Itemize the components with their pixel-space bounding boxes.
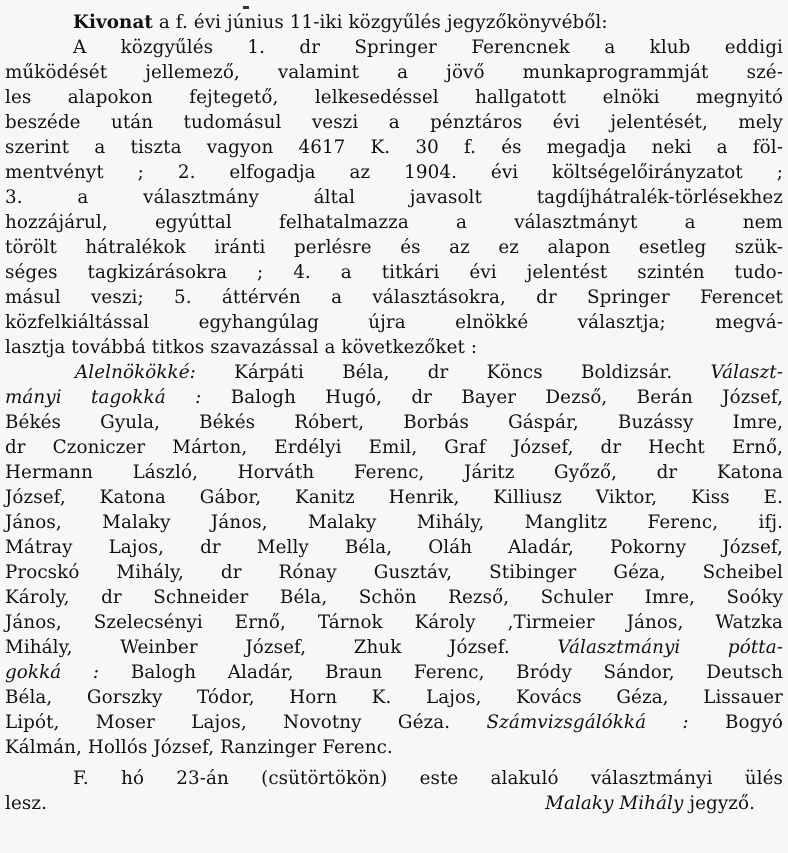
document-page — [5, 6, 783, 847]
signature — [545, 791, 755, 816]
signature-role: jegyző. — [683, 793, 755, 814]
top-mark — [243, 6, 249, 9]
vice-presidents-line — [5, 360, 783, 385]
closing-end: lesz. — [5, 793, 47, 814]
alternates-label-part2: gokká : — [5, 662, 100, 683]
vice-presidents-label: Alelnökökké: — [75, 362, 196, 383]
members-last-line — [5, 635, 783, 660]
document-title-rest: a f. évi június 11-iki közgyűlés jegyzőkönyvéből: — [152, 12, 608, 33]
member-line: Procskó Mihály, dr Rónay Gusztáv, Stibinger Géza, Scheibel — [5, 562, 783, 583]
members-first-names: Balogh Hugó, dr Bayer Dezső, Berán József, — [201, 387, 783, 408]
heading-line — [5, 10, 783, 35]
member-line: Károly, dr Schneider Béla, Schön Rezső, Schuler Imre, Soóky — [5, 587, 783, 608]
auditors-first-name: Bogyó — [688, 712, 783, 733]
auditors-last-line: Kálmán, Hollós József, Ranzinger Ferenc. — [5, 737, 393, 758]
closing-line: F. hó 23-án (csütörtökön) este alakuló választmányi ülés — [73, 768, 783, 789]
alternates-first-names: Balogh Aladár, Braun Ferenc, Bródy Sándor, Deutsch — [99, 662, 783, 683]
text-line: működését jellemező, valamint a jövő munkaprogrammját szé- — [5, 62, 783, 83]
auditors-line — [5, 710, 783, 735]
alternates-line: Béla, Gorszky Tódor, Horn K. Lajos, Kovács Géza, Lissauer — [5, 687, 783, 708]
members-last-names: Mihály, Weinber József, Zhuk József. — [5, 637, 558, 658]
auditors-label: Számvizsgálókká : — [486, 712, 689, 733]
member-line: Békés Gyula, Békés Róbert, Borbás Gáspár, Buzássy Imre, — [5, 412, 783, 433]
member-line: József, Katona Gábor, Kanitz Henrik, Killiusz Viktor, Kiss E. — [5, 487, 783, 508]
member-line: Mátray Lajos, dr Melly Béla, Oláh Aladár, Pokorny József, — [5, 537, 783, 558]
member-line: János, Szelecsényi Ernő, Tárnok Károly ,Tirmeier János, Watzka — [5, 612, 783, 633]
member-line: dr Czoniczer Márton, Erdélyi Emil, Graf József, dr Hecht Ernő, — [5, 437, 783, 458]
member-line: János, Malaky János, Malaky Mihály, Manglitz Ferenc, ifj. — [5, 512, 783, 533]
members-label-part1: Választ- — [710, 362, 783, 383]
text-line: beszéde után tudomásul veszi a pénztáros évi jelentését, mely — [5, 112, 783, 133]
alternates-label-part1: Választmányi póttа- — [557, 637, 783, 658]
document-title: Kivonat — [73, 12, 153, 33]
text-line: 3. a választmány által javasolt tagdíjhátralék-törlésekhez — [5, 187, 783, 208]
text-line: les alapokon fejtegető, lelkesedéssel hallgatott elnöki megnyitó — [5, 87, 783, 108]
text-line: közfelkiáltással egyhangúlag újra elnökké választja; megvá- — [5, 312, 783, 333]
text-line: mentvényt ; 2. elfogadja az 1904. évi költségelőirányzatot ; — [5, 162, 783, 183]
member-line: Hermann László, Horváth Ferenc, Járitz Győző, dr Katona — [5, 462, 783, 483]
alternates-last-names: Lipót, Moser Lajos, Novotny Géza. — [5, 712, 487, 733]
text-line: A közgyűlés 1. dr Springer Ferencnek a klub eddigi — [73, 37, 783, 58]
signature-line — [5, 791, 783, 816]
text-line: lasztja továbbá titkos szavazással a következőket : — [5, 337, 478, 358]
text-line: törölt hátralékok iránti perlésre és az ez alapon esetleg szük- — [5, 237, 783, 258]
signature-name: Malaky Mihály — [545, 793, 684, 814]
text-line: hozzájárul, egyúttal felhatalmazza a választmányt a nem — [5, 212, 783, 233]
members-label-line — [5, 385, 783, 410]
vice-presidents-names: Kárpáti Béla, dr Köncs Boldizsár. — [195, 362, 711, 383]
text-line: szerint a tiszta vagyon 4617 K. 30 f. és megadja neki a föl- — [5, 137, 783, 158]
alternates-line — [5, 660, 783, 685]
members-label-part2: mányi tagokká : — [5, 387, 202, 408]
text-line: séges tagkizárásokra ; 4. a titkári évi jelentést szintén tudo- — [5, 262, 783, 283]
text-line: másul veszi; 5. áttérvén a választásokra, dr Springer Ferencet — [5, 287, 783, 308]
